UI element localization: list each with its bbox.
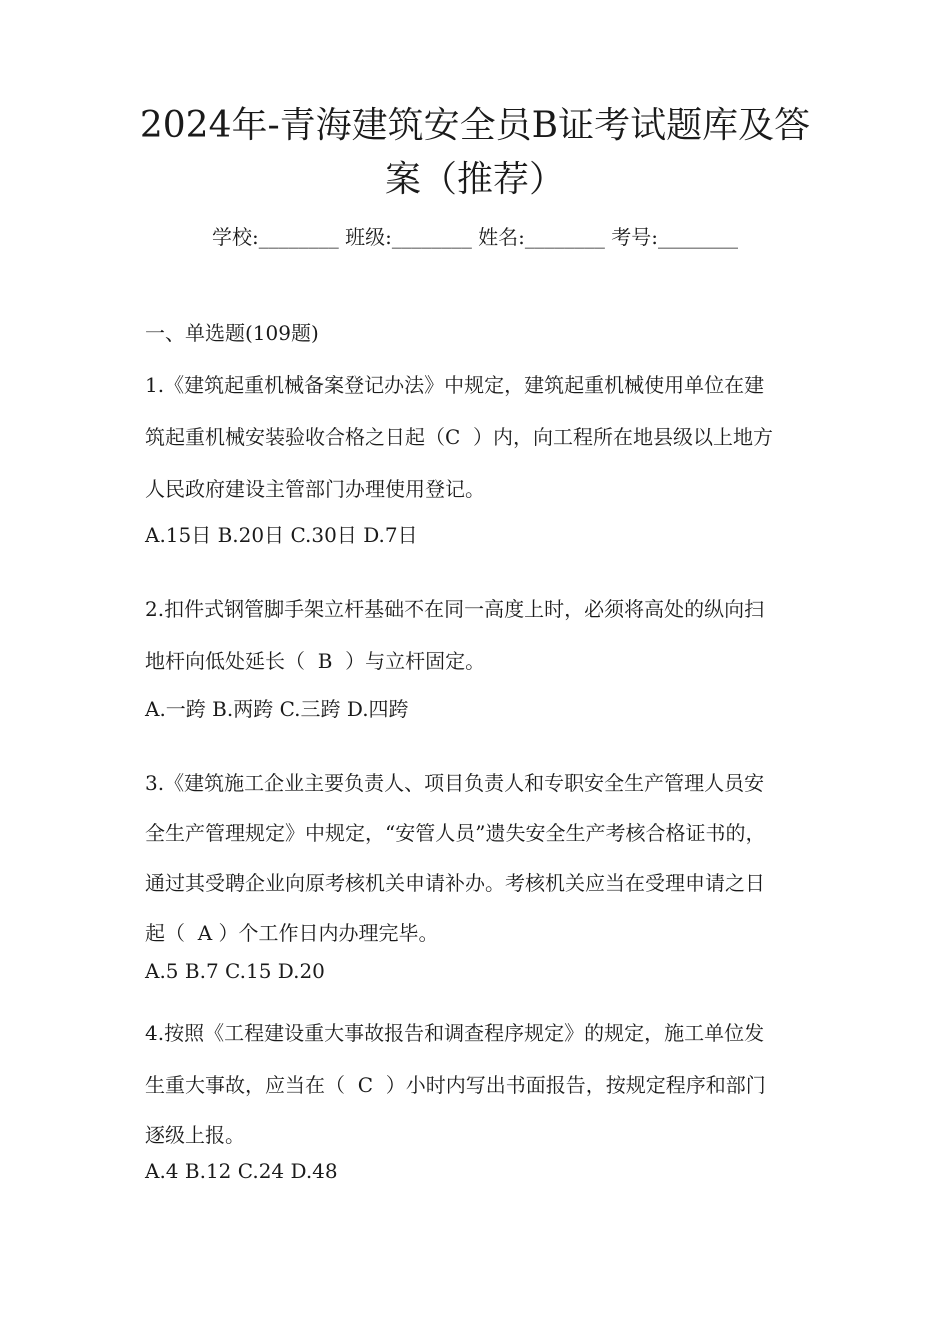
question-4-text-line-2: 生重大事故，应当在（ C ）小时内写出书面报告，按规定程序和部门 [145,1073,766,1097]
question-1-text-line-1: 1.《建筑起重机械备案登记办法》中规定，建筑起重机械使用单位在建 [145,373,765,397]
question-3-options: A.5 B.7 C.15 D.20 [145,959,325,983]
question-3-text-line-3: 通过其受聘企业向原考核机关申请补办。考核机关应当在受理申请之日 [145,871,765,895]
document-title-line-1: 2024年-青海建筑安全员B证考试题库及答 [139,105,811,146]
student-info-line: 学校:________ 班级:________ 姓名:________ 考号:________ [211,225,739,249]
question-2-text-line-2: 地杆向低处延长（ B ）与立杆固定。 [145,649,486,673]
question-1-options: A.15日 B.20日 C.30日 D.7日 [145,523,418,547]
question-3-text-line-4: 起（ A ）个工作日内办理完毕。 [145,921,439,945]
question-4-text-line-1: 4.按照《工程建设重大事故报告和调查程序规定》的规定，施工单位发 [145,1021,765,1045]
question-2-options: A.一跨 B.两跨 C.三跨 D.四跨 [145,697,409,721]
section-heading: 一、单选题(109题) [145,321,319,345]
question-3-text-line-2: 全生产管理规定》中规定，“安管人员”遗失安全生产考核合格证书的， [145,821,766,845]
question-1-text-line-2: 筑起重机械安装验收合格之日起（C ）内，向工程所在地县级以上地方 [145,425,774,449]
question-2-text-line-1: 2.扣件式钢管脚手架立杆基础不在同一高度上时，必须将高处的纵向扫 [145,597,765,621]
question-1-text-line-3: 人民政府建设主管部门办理使用登记。 [145,477,485,501]
document-title-line-2: 案（推荐） [384,159,565,200]
question-4-options: A.4 B.12 C.24 D.48 [145,1159,338,1183]
question-4-text-line-3: 逐级上报。 [145,1123,245,1147]
question-3-text-line-1: 3.《建筑施工企业主要负责人、项目负责人和专职安全生产管理人员安 [145,771,765,795]
